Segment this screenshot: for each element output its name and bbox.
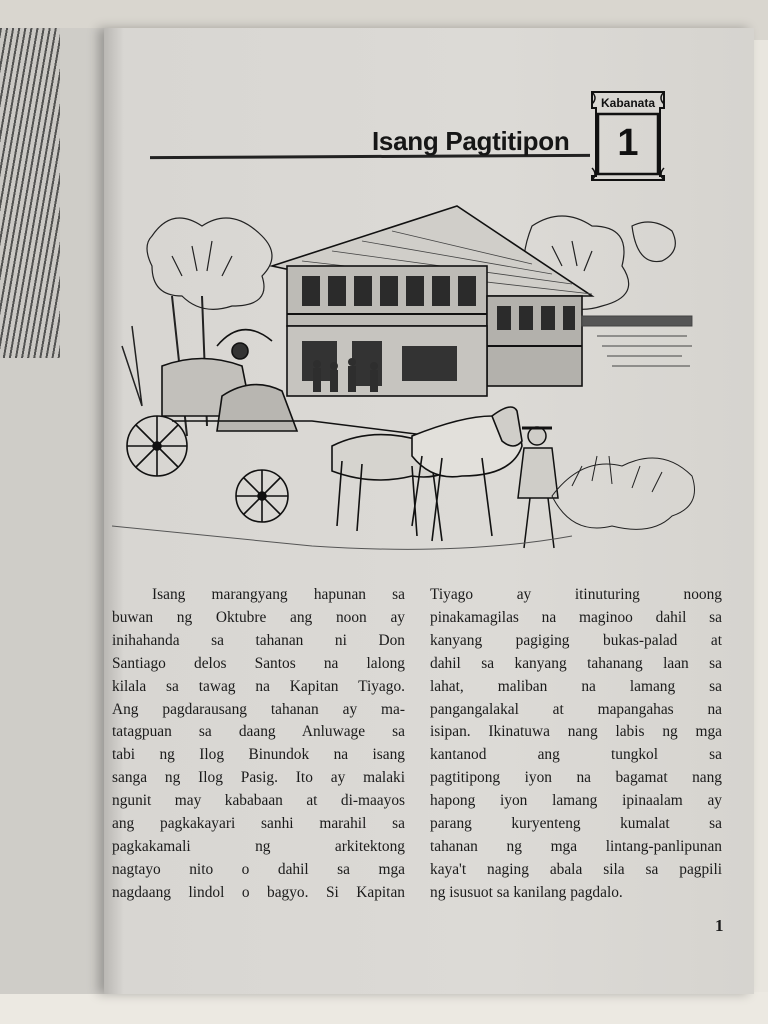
text-line: Santiago delos Santos na lalong bbox=[112, 654, 405, 672]
text-column-left bbox=[112, 584, 405, 905]
text-line: tabi ng Ilog Binundok na isang bbox=[112, 746, 405, 764]
text-line: nagtayo nito o dahil sa mga bbox=[112, 860, 405, 878]
text-line: Tiyago ay itinuturing noong bbox=[430, 586, 722, 603]
text-line: nagdaang lindol o bagyo. Si Kapitan bbox=[112, 883, 405, 901]
text-line: pinakamagilas na maginoo dahil sa bbox=[430, 608, 722, 626]
groom-figure bbox=[518, 427, 558, 548]
text-line: ng isusuot sa kanilang pagdalo. bbox=[430, 883, 623, 901]
text-column-right bbox=[430, 584, 722, 905]
chapter-title: Isang Pagtitipon bbox=[372, 126, 570, 156]
text-line: kanyang pagiging bukas-palad at bbox=[430, 631, 722, 649]
text-line: isipan. Ikinatuwa nang labis ng mga bbox=[430, 723, 722, 741]
text-line: kantanod ang tungkol sa bbox=[430, 746, 722, 764]
chapter-badge bbox=[588, 88, 668, 184]
text-line: pagtitipong iyon na bagamat nang bbox=[430, 769, 722, 787]
text-line: pagkakamali ng arkitektong bbox=[112, 837, 405, 855]
text-line: kilala sa tawag na Kapitan Tiyago. bbox=[112, 677, 405, 695]
text-line: ngunit may kababaan at di-maayos bbox=[112, 792, 405, 810]
text-line: pangangalakal at mapangahas na bbox=[430, 700, 722, 718]
house-carriage-illustration bbox=[112, 196, 702, 576]
text-line: lahat, maliban na lamang sa bbox=[430, 677, 722, 695]
text-line: sanga ng Ilog Pasig. Ito ay malaki bbox=[112, 769, 405, 787]
left-page-illustration-fragment bbox=[0, 28, 60, 358]
text-line: inihahanda sa tahanan ni Don bbox=[112, 631, 405, 649]
river-drawing bbox=[582, 316, 692, 366]
text-line: kaya't naging abala sila sa pagpili bbox=[430, 860, 722, 878]
text-line: dahil sa kanyang tahanang laan sa bbox=[430, 654, 722, 672]
background-bottom bbox=[0, 992, 768, 1024]
house-drawing bbox=[272, 206, 592, 396]
page-number: 1 bbox=[715, 916, 724, 935]
text-line: Ang pagdarausang tahanan ay ma- bbox=[112, 700, 405, 718]
text-line: buwan ng Oktubre ang noon ay bbox=[112, 608, 405, 626]
chapter-illustration bbox=[112, 196, 702, 576]
text-line: Isang marangyang hapunan sa bbox=[152, 586, 405, 603]
left-page-edge bbox=[0, 28, 108, 994]
chapter-number: 1 bbox=[617, 122, 639, 164]
text-line: tahanan ng mga lintang-panlipunan bbox=[430, 837, 722, 855]
text-line: hapong iyon lamang ipinaalam ay bbox=[430, 792, 722, 810]
badge-label: Kabanata bbox=[600, 96, 656, 110]
text-line: tatagpuan sa daang Anluwage sa bbox=[112, 723, 405, 741]
text-line: ang pagkakayari sanhi marahil sa bbox=[112, 815, 405, 833]
text-line: parang kuryenteng kumalat sa bbox=[430, 815, 722, 833]
